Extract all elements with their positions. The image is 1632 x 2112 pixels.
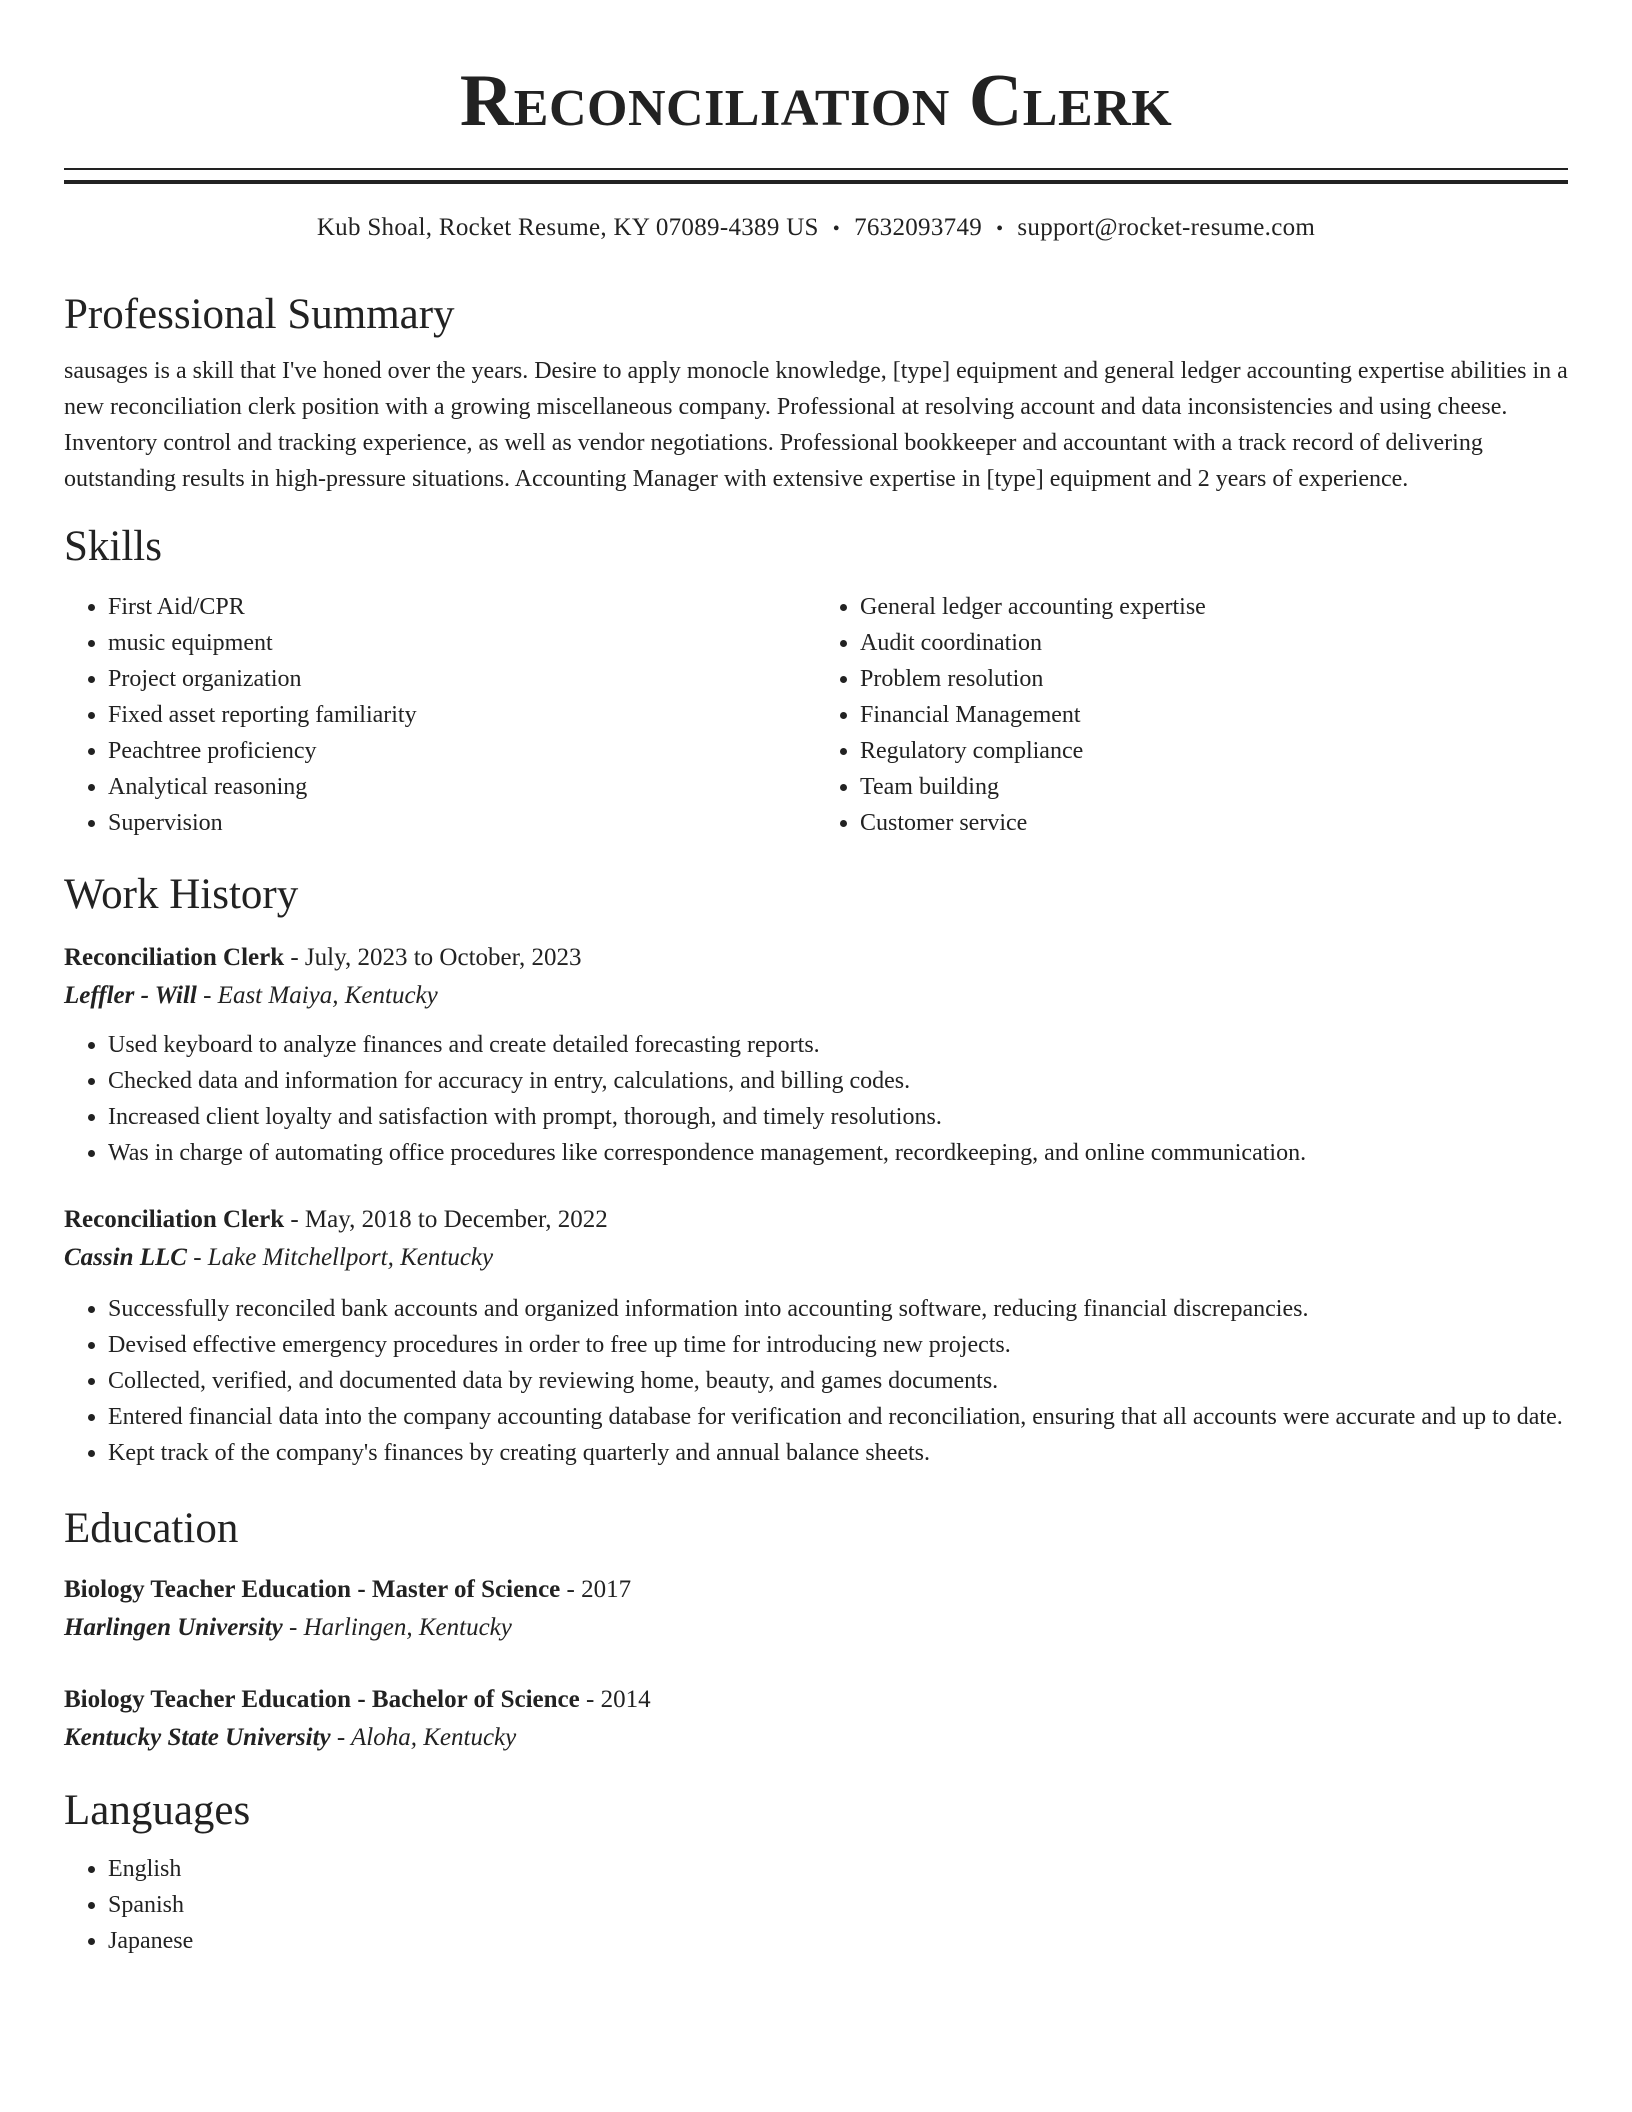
skill-item: • Problem resolution: [860, 661, 1568, 697]
skills-heading: Skills: [64, 523, 162, 570]
skills-list-left: [64, 589, 816, 841]
languages-heading: Languages: [64, 1787, 251, 1834]
education-year: - 2017: [560, 1576, 632, 1603]
skill-item: • Supervision: [108, 805, 816, 841]
job-duty: • Was in charge of automating office procedures like correspondence management, recordkeeping, and online communication.: [108, 1135, 1568, 1171]
job-header: [64, 939, 1568, 977]
job-duty: • Collected, verified, and documented data by reviewing home, beauty, and games documents.: [108, 1363, 1568, 1399]
job-dates: - July, 2023 to October, 2023: [284, 944, 582, 971]
contact-separator: •: [996, 218, 1004, 240]
resume-title: Reconciliation Clerk: [459, 60, 1173, 142]
job-duty: • Used keyboard to analyze finances and create detailed forecasting reports.: [108, 1027, 1568, 1063]
skills-list-right: [816, 589, 1568, 841]
language-item: • Japanese: [108, 1923, 1568, 1959]
contact-line: [64, 210, 1568, 247]
job-title: Reconciliation Clerk: [64, 944, 285, 971]
education-entry: [64, 1681, 1568, 1757]
job-duty: • Entered financial data into the company accounting database for verification and reconciliation, ensuring that all accounts were accurate and up to date.: [108, 1399, 1568, 1435]
skill-item: • Fixed asset reporting familiarity: [108, 697, 816, 733]
job-title: Reconciliation Clerk: [64, 1206, 285, 1233]
education-degree: Biology Teacher Education - Bachelor of Science: [64, 1686, 580, 1713]
skill-item: • Peachtree proficiency: [108, 733, 816, 769]
skills-columns: [64, 589, 1568, 841]
skill-item: • Customer service: [860, 805, 1568, 841]
job-duty: • Checked data and information for accuracy in entry, calculations, and billing codes.: [108, 1063, 1568, 1099]
job-duty: • Devised effective emergency procedures in order to free up time for introducing new projects.: [108, 1327, 1568, 1363]
job-company: Cassin LLC: [64, 1244, 187, 1271]
job-location: - Lake Mitchellport, Kentucky: [186, 1244, 494, 1271]
job-dates: - May, 2018 to December, 2022: [284, 1206, 608, 1233]
education-location: - Aloha, Kentucky: [330, 1724, 517, 1751]
skill-item: • Team building: [860, 769, 1568, 805]
job-employer: [64, 1239, 1568, 1277]
contact-separator: •: [832, 218, 841, 240]
skill-item: • Project organization: [108, 661, 816, 697]
skill-item: • Audit coordination: [860, 625, 1568, 661]
education-degree-line: [64, 1681, 1568, 1719]
job-entry: [64, 939, 1568, 1171]
job-duty: • Increased client loyalty and satisfaction with prompt, thorough, and timely resolutions.: [108, 1099, 1568, 1135]
work-history-heading: Work History: [64, 871, 299, 918]
job-header: [64, 1201, 1568, 1239]
job-duty: • Kept track of the company's finances by creating quarterly and annual balance sheets.: [108, 1435, 1568, 1471]
skill-item: • Regulatory compliance: [860, 733, 1568, 769]
education-year: - 2014: [579, 1686, 651, 1713]
job-location: - East Maiya, Kentucky: [196, 982, 438, 1009]
education-school: Harlingen University: [64, 1614, 283, 1641]
summary-heading: Professional Summary: [64, 291, 455, 338]
skill-item: • General ledger accounting expertise: [860, 589, 1568, 625]
title-divider: [64, 168, 1568, 184]
skill-item: • Financial Management: [860, 697, 1568, 733]
language-item: • Spanish: [108, 1887, 1568, 1923]
summary-text: sausages is a skill that I've honed over the years. Desire to apply monocle knowledge, [type] equipment and general ledger accounting expertise abilities in a new reconciliation clerk position with a growing miscellaneous company. Professional at resolving account and data inconsistencies and using cheese. Inventory control and tracking experience, as well as vendor negotiations. Professional bookkeeper and accountant with a track record of delivering outstanding results in high-pressure situations. Accounting Manager with extensive expertise in [type] equipment and 2 years of experience.: [64, 358, 1568, 492]
skill-item: • First Aid/CPR: [108, 589, 816, 625]
education-school-line: [64, 1719, 1568, 1757]
education-entry: [64, 1571, 1568, 1647]
education-location: - Harlingen, Kentucky: [282, 1614, 512, 1641]
skill-item: • music equipment: [108, 625, 816, 661]
job-entry: [64, 1201, 1568, 1471]
contact-phone: 7632093749: [854, 214, 983, 241]
contact-address: Kub Shoal, Rocket Resume, KY 07089-4389 US: [316, 214, 819, 241]
job-duty: • Successfully reconciled bank accounts and organized information into accounting software, reducing financial discrepancies.: [108, 1291, 1568, 1327]
job-company: Leffler - Will: [64, 982, 197, 1009]
education-degree-line: [64, 1571, 1568, 1609]
skill-item: • Analytical reasoning: [108, 769, 816, 805]
job-employer: [64, 977, 1568, 1015]
education-school-line: [64, 1609, 1568, 1647]
contact-email: support@rocket-resume.com: [1017, 214, 1316, 241]
education-degree: Biology Teacher Education - Master of Science: [64, 1576, 561, 1603]
job-duties-list: [64, 1291, 1568, 1471]
education-heading: Education: [64, 1505, 239, 1552]
education-school: Kentucky State University: [64, 1724, 331, 1751]
languages-list: [64, 1851, 1568, 1959]
language-item: • English: [108, 1851, 1568, 1887]
job-duties-list: [64, 1027, 1568, 1171]
